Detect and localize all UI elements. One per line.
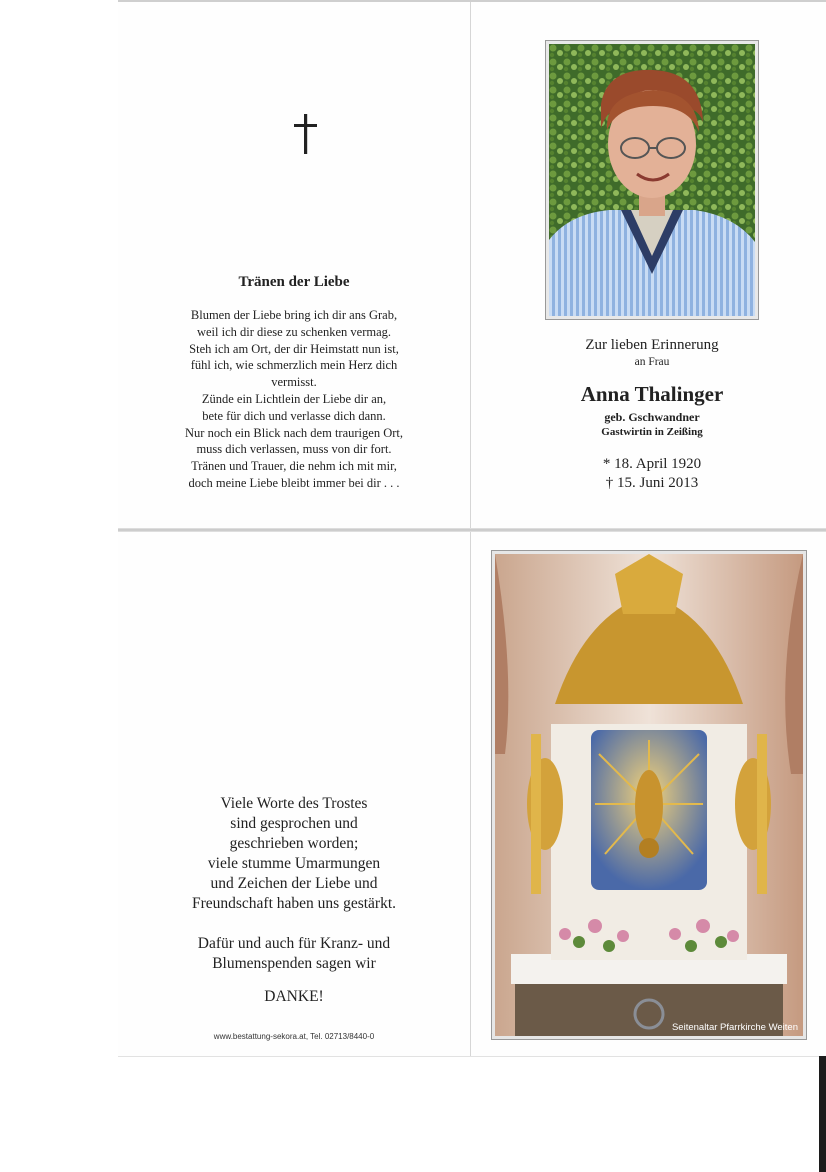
thanks-line: Freundschaft haben uns gestärkt. (191, 895, 397, 912)
cross-icon (286, 112, 326, 156)
funeral-home-footer: www.bestattung-sekora.at, Tel. 02713/8440-0 (213, 1032, 375, 1041)
thanks-closing: DANKE! (264, 988, 324, 1005)
scan-edge-shadow (819, 1056, 826, 1172)
maiden-name: geb. Gschwandner (604, 410, 700, 424)
poem-text (118, 307, 470, 492)
thanks-line: viele stumme Umarmungen (207, 855, 381, 872)
poem-line: Nur noch ein Blick nach dem traurigen Ort, (185, 425, 403, 440)
altar-panel (471, 532, 826, 1056)
poem-line: weil ich dir diese zu schenken vermag. (196, 324, 392, 339)
poem-line: doch meine Liebe bleibt immer bei dir . . . (188, 475, 400, 490)
thanks-flowers-text (118, 934, 470, 974)
poem-title: Tränen der Liebe (238, 274, 350, 290)
thanks-line: Blumenspenden sagen wir (212, 955, 376, 972)
poem-line: vermisst. (271, 375, 317, 390)
poem-line: muss dich verlassen, muss von dir fort. (196, 442, 392, 457)
death-date: † 15. Juni 2013 (605, 475, 699, 491)
portrait-photo (545, 40, 759, 320)
memorial-subheading: an Frau (634, 356, 670, 368)
poem-line: Blumen der Liebe bring ich dir ans Grab, (190, 308, 398, 322)
deceased-name: Anna Thalinger (580, 382, 724, 406)
bottom-edge (118, 1056, 826, 1057)
altar-caption: Seitenaltar Pfarrkirche Weiten (671, 1022, 798, 1033)
altar-image (495, 554, 803, 1036)
poem-line: Zünde ein Lichtlein der Liebe dir an, (201, 391, 387, 406)
portrait-image (549, 44, 755, 316)
memorial-panel (471, 2, 826, 530)
thanks-line: Dafür und auch für Kranz- und (197, 935, 391, 952)
poem-line: bete für dich und verlasse dich dann. (202, 408, 386, 423)
poem-line: Tränen und Trauer, die nehm ich mit mir, (191, 459, 397, 474)
thanks-line: sind gesprochen und (230, 815, 358, 832)
poem-line: Steh ich am Ort, der dir Heimstatt nun ist, (189, 341, 399, 356)
poem-line: fühl ich, wie schmerzlich mein Herz dich (190, 358, 398, 373)
thanks-line: und Zeichen der Liebe und (210, 875, 378, 892)
thanks-panel (118, 532, 471, 1056)
memorial-heading: Zur lieben Erinnerung (585, 337, 719, 353)
thanks-text (118, 794, 470, 914)
birth-date: * 18. April 1920 (602, 456, 702, 472)
thanks-line: geschrieben worden; (229, 835, 359, 852)
occupation: Gastwirtin in Zeißing (601, 426, 703, 438)
thanks-line: Viele Worte des Trostes (220, 795, 368, 812)
altar-photo (491, 550, 807, 1040)
poem-panel (118, 2, 471, 530)
